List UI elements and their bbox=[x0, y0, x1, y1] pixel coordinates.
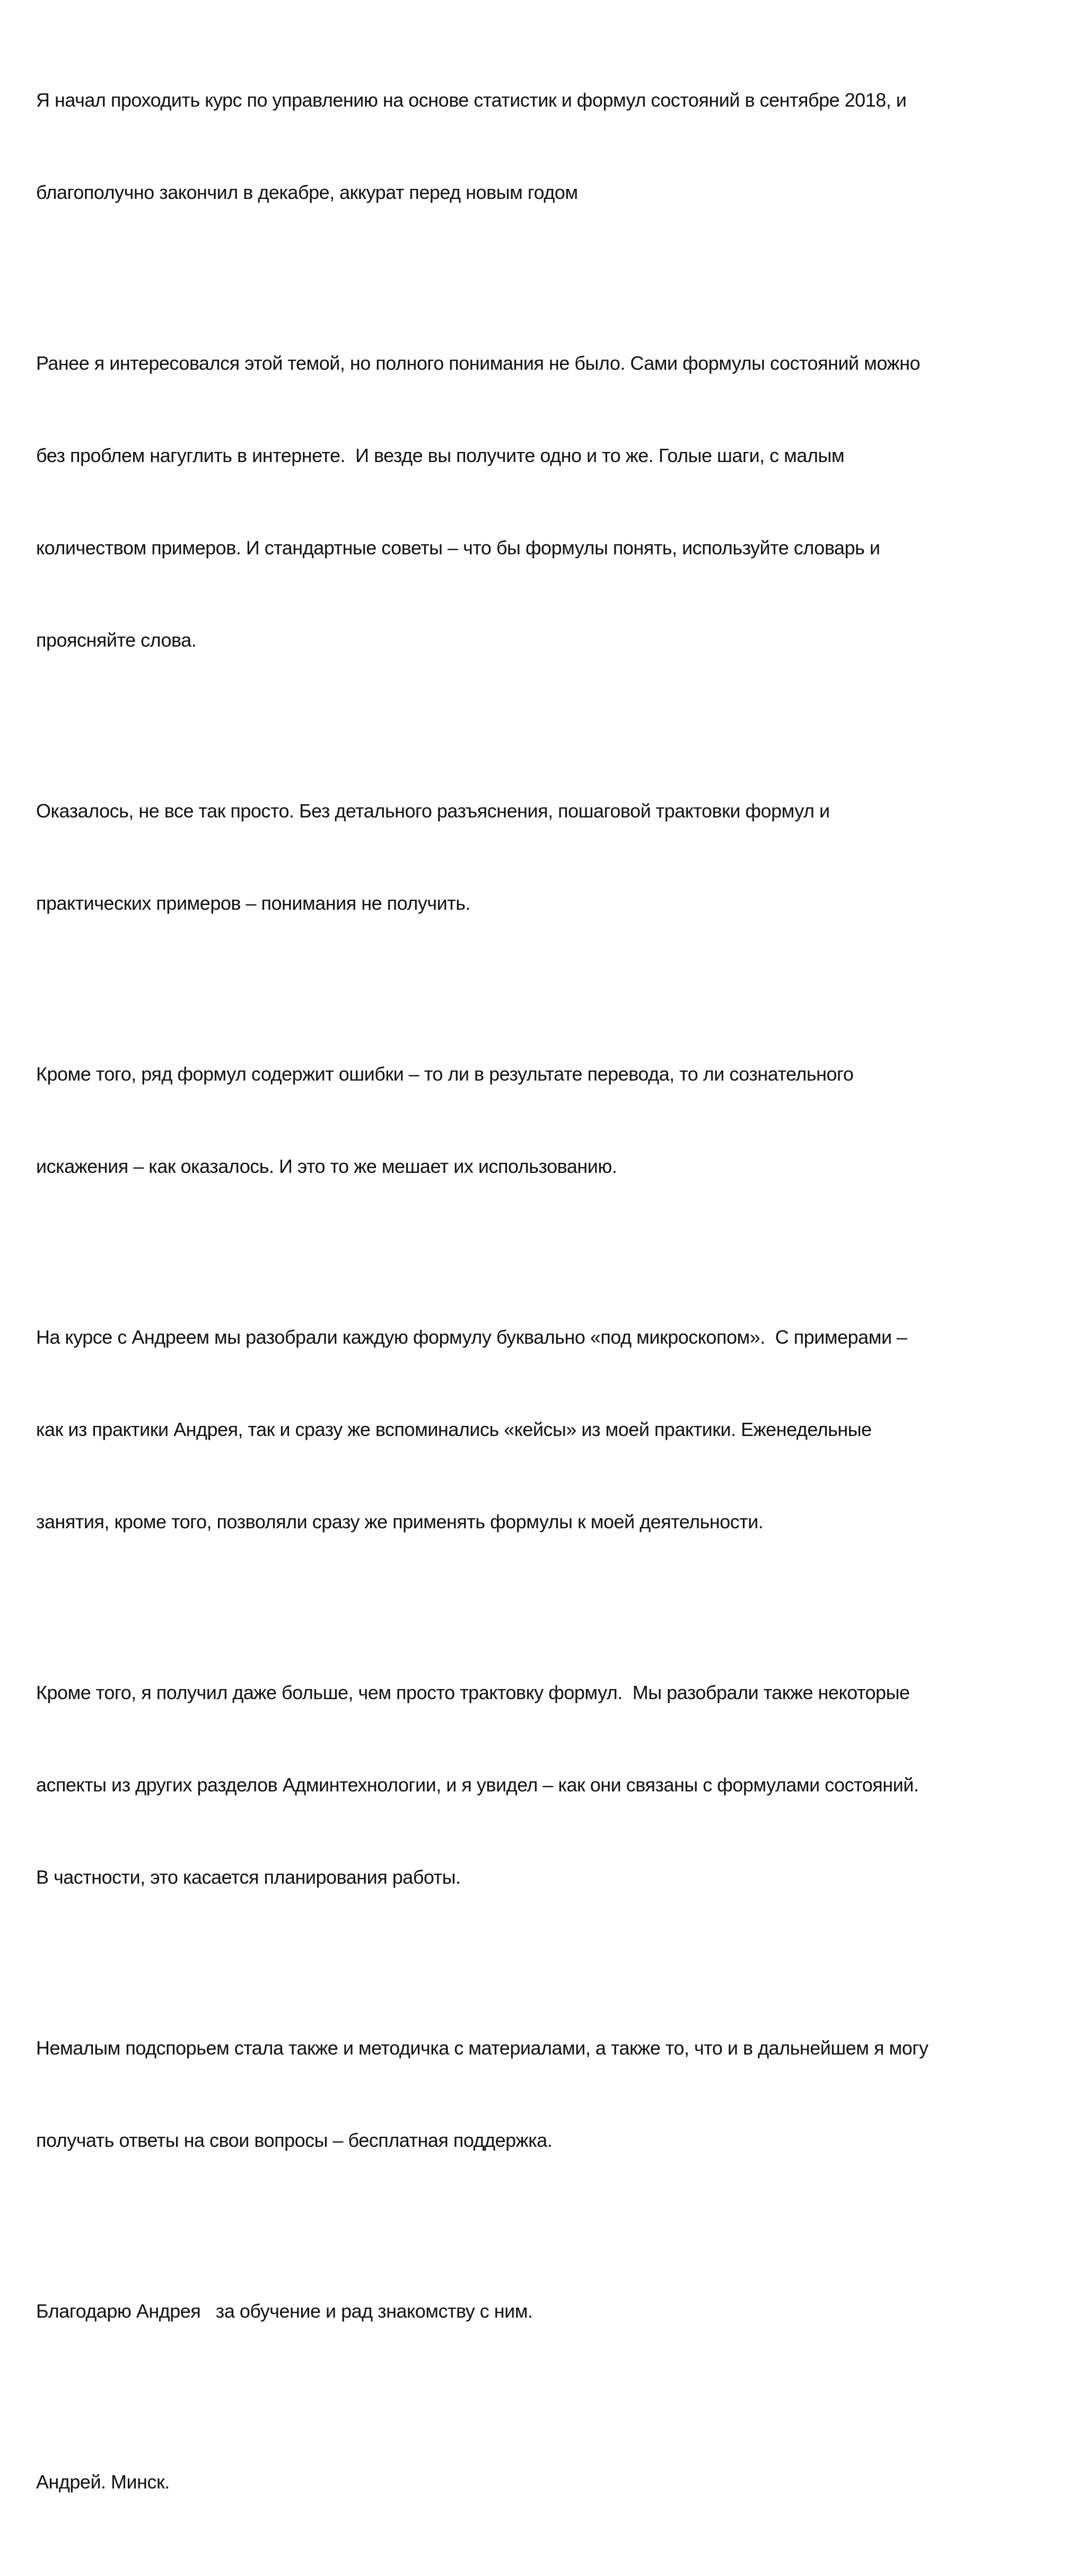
text-line: искажения – как оказалось. И это то же мешает их использованию. bbox=[36, 1155, 617, 1177]
signature bbox=[36, 2405, 1075, 2559]
paragraph-background bbox=[36, 286, 1075, 717]
text-line: Кроме того, я получил даже больше, чем просто трактовку формул. Мы разобрали также некоторые bbox=[36, 1682, 910, 1703]
text-line: Кроме того, ряд формул содержит ошибки – то ли в результате перевода, то ли сознательного bbox=[36, 1063, 854, 1085]
paragraph-course bbox=[36, 1260, 1075, 1599]
text-line: проясняйте слова. bbox=[36, 629, 197, 651]
text-line: получать ответы на свои вопросы – бесплатная поддержка. bbox=[36, 2129, 553, 2151]
text-line: В частности, это касается планирования работы. bbox=[36, 1866, 461, 1888]
text-line: Оказалось, не все так просто. Без детального разъяснения, пошаговой трактовки формул и bbox=[36, 800, 830, 822]
paragraph-extra bbox=[36, 1616, 1075, 1954]
paragraph-intro bbox=[36, 23, 1075, 269]
text-line: практических примеров – понимания не получить. bbox=[36, 892, 471, 914]
testimonial-document bbox=[36, 23, 1075, 2576]
text-line: Ранее я интересовался этой темой, но полного понимания не было. Сами формулы состояний можно bbox=[36, 352, 921, 374]
paragraph-support bbox=[36, 1971, 1075, 2217]
text-line: без проблем нагуглить в интернете. И везде вы получите одно и то же. Голые шаги, с малым bbox=[36, 445, 845, 466]
paragraph-thanks bbox=[36, 2234, 1075, 2388]
text-line: Андрей. Минск. bbox=[36, 2471, 170, 2493]
paragraph-difficulty bbox=[36, 734, 1075, 980]
text-line: Немалым подспорьем стала также и методичка с материалами, а также то, что и в дальнейшем я могу bbox=[36, 2037, 929, 2059]
text-line: Благодарю Андрея за обучение и рад знакомству с ним. bbox=[36, 2300, 533, 2322]
paragraph-errors bbox=[36, 997, 1075, 1243]
text-line: Я начал проходить курс по управлению на основе статистик и формул состояний в сентябре 2018, и bbox=[36, 89, 907, 111]
text-line: На курсе с Андреем мы разобрали каждую формулу буквально «под микроскопом». С примерами – bbox=[36, 1326, 907, 1348]
text-line: занятия, кроме того, позволяли сразу же применять формулы к моей деятельности. bbox=[36, 1511, 764, 1533]
text-line: количеством примеров. И стандартные советы – что бы формулы понять, используйте словарь и bbox=[36, 537, 880, 559]
text-line: как из практики Андрея, так и сразу же вспоминались «кейсы» из моей практики. Еженедельные bbox=[36, 1418, 872, 1440]
text-line: благополучно закончил в декабре, аккурат перед новым годом bbox=[36, 181, 578, 203]
text-line: аспекты из других разделов Админтехнологии, и я увидел – как они связаны с формулами состояний. bbox=[36, 1774, 919, 1796]
